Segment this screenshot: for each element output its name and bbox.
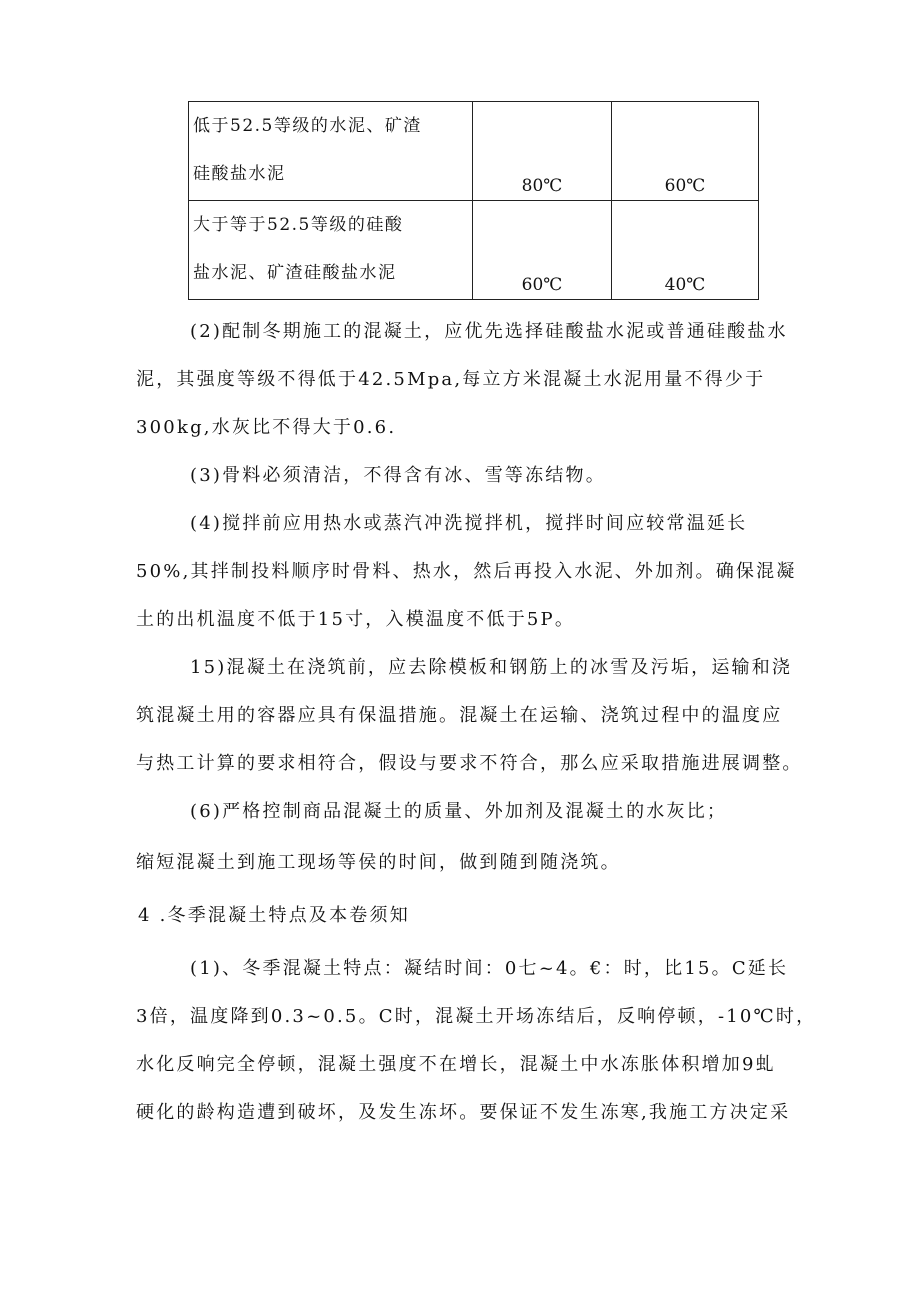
cement-type-line: 低于52.5等级的水泥、矿渣	[193, 116, 422, 136]
temperature-value: 60℃	[664, 176, 706, 196]
paragraph-line: 300kg,水灰比不得大于0.6.	[136, 417, 397, 438]
paragraph-line: 3倍，温度降到0.3~0.5。C时，混凝土开场冻结后，反响停顿，-10℃时，	[136, 1006, 817, 1027]
temperature-cell	[473, 201, 612, 300]
cement-type-line: 盐水泥、矿渣硅酸盐水泥	[193, 263, 397, 283]
temperature-value: 60℃	[521, 275, 563, 295]
paragraph-line: (2)配制冬期施工的混凝土，应优先选择硅酸盐水泥或普通硅酸盐水	[190, 321, 788, 342]
paragraph-line: 与热工计算的要求相符合，假设与要求不符合，那么应采取措施进展调整。	[136, 753, 803, 774]
paragraph-line: 硬化的龄构造遭到破坏，及发生冻坏。要保证不发生冻寒,我施工方决定采	[136, 1102, 791, 1123]
section-heading: 4 .冬季混凝土特点及本卷须知	[138, 905, 410, 926]
paragraph-line: (6)严格控制商品混凝土的质量、外加剂及混凝土的水灰比；	[190, 801, 728, 822]
temperature-cell	[612, 201, 759, 300]
paragraph-line: (3)骨料必须清洁，不得含有冰、雪等冻结物。	[190, 465, 606, 486]
paragraph-line: 水化反响完全停顿，混凝土强度不在增长，混凝土中水冻胀体积增加9虬	[136, 1054, 776, 1075]
paragraph-line: 缩短混凝土到施工现场等侯的时间，做到随到随浇筑。	[136, 852, 621, 873]
paragraph-line: 泥，其强度等级不得低于42.5Mpa,每立方米混凝土水泥用量不得少于	[136, 369, 766, 390]
paragraph-line: 15)混凝土在浇筑前，应去除模板和钢筋上的冰雪及污垢，运输和浇	[190, 657, 793, 678]
cement-type-cell	[189, 102, 473, 201]
paragraph-line: 土的出机温度不低于15寸，入模温度不低于5P。	[136, 609, 576, 630]
paragraph-line: 50%,其拌制投料顺序时骨料、热水，然后再投入水泥、外加剂。确保混凝	[136, 561, 797, 582]
paragraph-line: (1)、冬季混凝土特点：凝结时间：0七~4。€：时，比15。C延长	[190, 958, 789, 979]
temperature-value: 80℃	[521, 176, 563, 196]
cement-type-line: 大于等于52.5等级的硅酸	[193, 215, 404, 235]
table-row	[189, 201, 759, 300]
temperature-cell	[473, 102, 612, 201]
table-row	[189, 102, 759, 201]
paragraph-line: 筑混凝土用的容器应具有保温措施。混凝土在运输、浇筑过程中的温度应	[136, 705, 783, 726]
paragraph-line: (4)搅拌前应用热水或蒸汽冲洗搅拌机，搅拌时间应较常温延长	[190, 513, 748, 534]
cement-temperature-table	[188, 101, 759, 300]
temperature-value: 40℃	[664, 275, 706, 295]
cement-type-line: 硅酸盐水泥	[193, 164, 286, 184]
temperature-cell	[612, 102, 759, 201]
cement-type-cell	[189, 201, 473, 300]
